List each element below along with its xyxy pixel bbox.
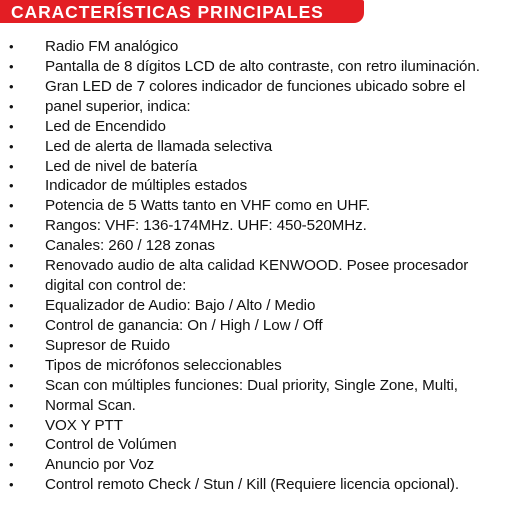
bullet-icon: • — [9, 417, 14, 433]
bullet-icon: • — [9, 58, 14, 74]
feature-text: Equalizador de Audio: Bajo / Alto / Medio — [45, 296, 316, 314]
features-list — [0, 37, 529, 495]
list-item — [0, 416, 529, 436]
bullet-icon: • — [9, 377, 14, 393]
list-item — [0, 37, 529, 57]
feature-text: panel superior, indica: — [45, 97, 191, 115]
list-item — [0, 475, 529, 495]
feature-text: Led de alerta de llamada selectiva — [45, 137, 273, 155]
list-item — [0, 57, 529, 77]
feature-text: Tipos de micrófonos seleccionables — [45, 356, 282, 374]
bullet-icon: • — [9, 457, 14, 473]
feature-text: Supresor de Ruido — [45, 336, 170, 354]
list-item — [0, 117, 529, 137]
bullet-icon: • — [9, 78, 14, 94]
list-item — [0, 77, 529, 97]
feature-text: Led de Encendido — [45, 117, 166, 135]
list-item — [0, 137, 529, 157]
feature-text: Anuncio por Voz — [45, 456, 155, 474]
list-item — [0, 435, 529, 455]
list-item — [0, 376, 529, 396]
list-item — [0, 356, 529, 376]
feature-text: Indicador de múltiples estados — [45, 177, 248, 195]
list-item — [0, 396, 529, 416]
list-item — [0, 97, 529, 117]
feature-text: Canales: 260 / 128 zonas — [45, 237, 215, 255]
list-item — [0, 157, 529, 177]
bullet-icon: • — [9, 357, 14, 373]
bullet-icon: • — [9, 437, 14, 453]
section-header — [0, 0, 364, 23]
bullet-icon: • — [9, 337, 14, 353]
bullet-icon: • — [9, 198, 14, 214]
feature-text: Scan con múltiples funciones: Dual priority, Single Zone, Multi, — [45, 376, 458, 394]
list-item — [0, 256, 529, 276]
list-item — [0, 236, 529, 256]
feature-text: Pantalla de 8 dígitos LCD de alto contraste, con retro iluminación. — [45, 57, 480, 75]
list-item — [0, 296, 529, 316]
feature-text: Gran LED de 7 colores indicador de funciones ubicado sobre el — [45, 77, 466, 95]
bullet-icon: • — [9, 258, 14, 274]
bullet-icon: • — [9, 98, 14, 114]
list-item — [0, 176, 529, 196]
feature-text: VOX Y PTT — [45, 416, 123, 434]
feature-text: Control remoto Check / Stun / Kill (Requiere licencia opcional). — [45, 476, 459, 494]
list-item — [0, 316, 529, 336]
bullet-icon: • — [9, 158, 14, 174]
list-item — [0, 455, 529, 475]
bullet-icon: • — [9, 138, 14, 154]
feature-text: Led de nivel de batería — [45, 157, 198, 175]
list-item — [0, 216, 529, 236]
bullet-icon: • — [9, 317, 14, 333]
bullet-icon: • — [9, 118, 14, 134]
bullet-icon: • — [9, 297, 14, 313]
bullet-icon: • — [9, 278, 14, 294]
list-item — [0, 336, 529, 356]
feature-text: digital con control de: — [45, 277, 187, 295]
feature-text: Renovado audio de alta calidad KENWOOD. Posee procesador — [45, 257, 469, 275]
bullet-icon: • — [9, 39, 14, 54]
feature-text: Rangos: VHF: 136-174MHz. UHF: 450-520MHz. — [45, 217, 367, 235]
section-title: CARACTERÍSTICAS PRINCIPALES — [11, 2, 324, 22]
bullet-icon: • — [9, 178, 14, 194]
bullet-icon: • — [9, 218, 14, 234]
feature-text: Radio FM analógico — [45, 38, 179, 55]
feature-text: Potencia de 5 Watts tanto en VHF como en UHF. — [45, 197, 370, 215]
feature-text: Control de ganancia: On / High / Low / Off — [45, 316, 323, 334]
bullet-icon: • — [9, 238, 14, 254]
bullet-icon: • — [9, 397, 14, 413]
bullet-icon: • — [9, 477, 14, 493]
feature-text: Control de Volúmen — [45, 436, 177, 454]
list-item — [0, 196, 529, 216]
feature-text: Normal Scan. — [45, 396, 136, 414]
list-item — [0, 276, 529, 296]
